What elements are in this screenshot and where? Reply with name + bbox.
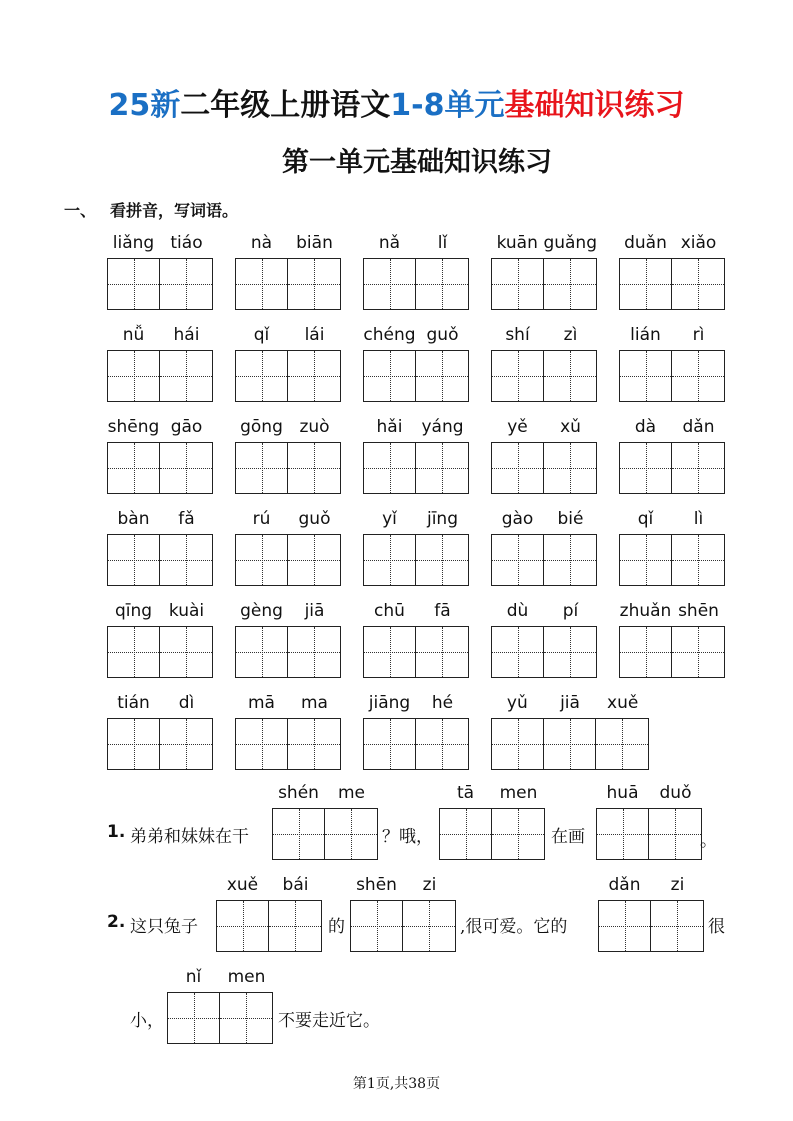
pinyin-label — [619, 325, 725, 347]
pinyin-label — [491, 417, 597, 439]
writing-cell[interactable] — [108, 719, 160, 769]
pinyin-word-box[interactable] — [235, 233, 341, 310]
pinyin-label — [235, 509, 341, 531]
writing-cell[interactable] — [351, 901, 403, 951]
pinyin-label — [619, 233, 725, 255]
pinyin-syllable: guǒ — [426, 325, 459, 345]
pinyin-syllable: jiā — [304, 601, 325, 621]
sentence-1-text-b: ？哦， — [382, 827, 433, 847]
pinyin-syllable: dì — [178, 693, 195, 713]
pinyin-word-box[interactable] — [619, 325, 725, 402]
pinyin-word-box[interactable] — [235, 325, 341, 402]
writing-cell[interactable] — [160, 351, 212, 401]
pinyin-label — [363, 693, 469, 715]
pinyin-word-box[interactable] — [107, 601, 213, 678]
sentence-1-number: 1. — [107, 822, 126, 842]
page-indicator: 第1页,共38页 — [352, 1076, 441, 1092]
pinyin-syllable: tiáo — [170, 233, 203, 253]
pinyin-label — [235, 693, 341, 715]
pinyin-word-box[interactable] — [491, 233, 597, 310]
writing-cell[interactable] — [160, 627, 212, 677]
pinyin-syllable: chéng — [363, 325, 416, 345]
pinyin-label: shén me — [278, 783, 366, 803]
pinyin-syllable: gōng — [240, 417, 283, 437]
pinyin-label: shēn zi — [356, 875, 437, 895]
writing-cell[interactable] — [651, 901, 703, 951]
writing-cell[interactable] — [217, 901, 269, 951]
pinyin-syllable: tián — [117, 693, 150, 713]
unit-subtitle: 第一单元基础知识练习 — [282, 147, 552, 178]
writing-cell[interactable] — [672, 535, 724, 585]
writing-cell[interactable] — [108, 535, 160, 585]
writing-cell[interactable] — [672, 443, 724, 493]
pinyin-syllable: nǎ — [378, 233, 401, 253]
document-title — [0, 80, 793, 124]
pinyin-syllable: xuě — [607, 693, 639, 713]
writing-cell[interactable] — [672, 351, 724, 401]
pinyin-syllable: dǎn — [682, 417, 715, 437]
writing-cell[interactable] — [236, 535, 288, 585]
pinyin-syllable: yǔ — [506, 693, 528, 713]
sentence-2-blank-2[interactable] — [350, 875, 456, 952]
writing-cell[interactable] — [236, 351, 288, 401]
writing-cell[interactable] — [288, 535, 340, 585]
pinyin-syllable: qǐ — [637, 509, 654, 529]
pinyin-syllable: jiā — [560, 693, 580, 713]
pinyin-syllable: kuān — [496, 233, 538, 253]
writing-cell[interactable] — [325, 809, 377, 859]
pinyin-syllable: nǚ — [122, 325, 145, 345]
pinyin-syllable: fā — [434, 601, 451, 621]
pinyin-syllable: fǎ — [178, 509, 195, 529]
writing-cell[interactable] — [416, 719, 468, 769]
writing-cell[interactable] — [288, 719, 340, 769]
pinyin-word-box[interactable] — [363, 509, 469, 586]
pinyin-label: tā men — [456, 783, 538, 803]
pinyin-label — [619, 601, 725, 623]
pinyin-syllable: qīng — [114, 601, 153, 621]
writing-cell[interactable] — [620, 259, 672, 309]
writing-cell[interactable] — [597, 809, 649, 859]
pinyin-label: xuě bái — [226, 875, 309, 895]
pinyin-syllable: yǐ — [382, 509, 397, 529]
pinyin-syllable: bié — [557, 509, 584, 529]
writing-cell[interactable] — [364, 443, 416, 493]
pinyin-syllable: lì — [693, 509, 704, 529]
pinyin-word-box[interactable] — [235, 693, 341, 770]
pinyin-syllable: rì — [692, 325, 705, 345]
pinyin-label — [491, 233, 597, 255]
pinyin-syllable: yě — [507, 417, 528, 437]
pinyin-label — [491, 325, 597, 347]
writing-cell[interactable] — [160, 535, 212, 585]
writing-cell[interactable] — [364, 719, 416, 769]
pinyin-syllable: hǎi — [376, 417, 403, 437]
writing-cell[interactable] — [620, 351, 672, 401]
writing-cell[interactable] — [599, 901, 651, 951]
pinyin-syllable: pí — [562, 601, 579, 621]
title-part-grade: 二年级上册语文 — [180, 88, 391, 123]
pinyin-word-box[interactable] — [491, 693, 649, 770]
pinyin-label — [363, 325, 469, 347]
writing-cell[interactable] — [236, 259, 288, 309]
writing-cell[interactable] — [160, 259, 212, 309]
writing-cell[interactable] — [288, 259, 340, 309]
pinyin-syllable: hái — [173, 325, 200, 345]
writing-cell[interactable] — [364, 535, 416, 585]
writing-cell[interactable] — [364, 627, 416, 677]
pinyin-label: huā duǒ — [606, 783, 692, 803]
pinyin-word-box[interactable] — [363, 417, 469, 494]
pinyin-word-box[interactable] — [235, 417, 341, 494]
pinyin-syllable: duǎn — [624, 233, 667, 253]
sentence-1-blank-1[interactable] — [272, 783, 378, 860]
writing-cell[interactable] — [596, 719, 648, 769]
writing-cell[interactable] — [160, 443, 212, 493]
writing-cell[interactable] — [273, 809, 325, 859]
pinyin-syllable: nà — [250, 233, 273, 253]
pinyin-syllable: liǎng — [112, 233, 155, 253]
writing-cell[interactable] — [672, 627, 724, 677]
pinyin-word-box[interactable] — [491, 601, 597, 678]
writing-cell[interactable] — [168, 993, 220, 1043]
pinyin-word-box[interactable] — [619, 417, 725, 494]
sentence-1-blank-3[interactable] — [596, 783, 702, 860]
writing-cell[interactable] — [544, 443, 596, 493]
writing-cell[interactable] — [492, 719, 544, 769]
writing-cell[interactable] — [364, 351, 416, 401]
pinyin-syllable: xiǎo — [680, 233, 717, 253]
pinyin-word-box[interactable] — [619, 601, 725, 678]
sentence-2-text-c: ,很可爱。它的 — [460, 917, 568, 937]
writing-cell[interactable] — [492, 809, 544, 859]
writing-cell[interactable] — [220, 993, 272, 1043]
sentence-2-text-b: 的 — [328, 917, 345, 937]
pinyin-syllable: zuò — [299, 417, 330, 437]
pinyin-label — [107, 233, 213, 255]
pinyin-syllable: yáng — [421, 417, 464, 437]
pinyin-label — [107, 325, 213, 347]
pinyin-label — [107, 693, 213, 715]
pinyin-syllable: gāo — [170, 417, 203, 437]
sentence-2-text-a: 这只兔子 — [130, 917, 198, 937]
pinyin-syllable: guǎng — [543, 233, 597, 253]
pinyin-word-box[interactable] — [107, 693, 213, 770]
pinyin-syllable: jiāng — [368, 693, 411, 713]
pinyin-label — [363, 601, 469, 623]
pinyin-word-box[interactable] — [107, 325, 213, 402]
writing-cell[interactable] — [492, 627, 544, 677]
writing-cell[interactable] — [364, 259, 416, 309]
writing-cell[interactable] — [620, 535, 672, 585]
writing-cell[interactable] — [269, 901, 321, 951]
writing-cell[interactable] — [649, 809, 701, 859]
writing-cell[interactable] — [440, 809, 492, 859]
writing-cell[interactable] — [108, 627, 160, 677]
pinyin-label — [491, 601, 597, 623]
pinyin-label — [619, 509, 725, 531]
writing-cell[interactable] — [492, 443, 544, 493]
pinyin-syllable: jīng — [426, 509, 458, 529]
sentence-2-number: 2. — [107, 912, 126, 932]
pinyin-syllable: hé — [431, 693, 454, 713]
writing-cell[interactable] — [544, 351, 596, 401]
writing-cell[interactable] — [620, 627, 672, 677]
sentence-2-blank-1[interactable] — [216, 875, 322, 952]
sentence-1-text-d: 。 — [700, 831, 717, 851]
pinyin-syllable: zhuǎn — [619, 601, 672, 621]
writing-cell[interactable] — [544, 535, 596, 585]
sentence-2-text-e: 小， — [130, 1011, 164, 1031]
writing-cell[interactable] — [492, 259, 544, 309]
writing-cell[interactable] — [288, 351, 340, 401]
sentence-2-blank-4[interactable] — [167, 967, 273, 1044]
pinyin-word-box[interactable] — [235, 509, 341, 586]
pinyin-word-box[interactable] — [491, 417, 597, 494]
writing-cell[interactable] — [544, 259, 596, 309]
pinyin-syllable: gào — [501, 509, 534, 529]
pinyin-word-box[interactable] — [619, 509, 725, 586]
sentence-2-text-f: 不要走近它。 — [278, 1011, 380, 1031]
pinyin-label — [363, 417, 469, 439]
sentence-1-text-c: 在画 — [551, 827, 585, 847]
pinyin-syllable: dà — [634, 417, 657, 437]
pinyin-label — [363, 509, 469, 531]
sentence-1-text-a: 弟弟和妹妹在干 — [130, 827, 249, 847]
pinyin-word-box[interactable] — [491, 509, 597, 586]
pinyin-label — [235, 601, 341, 623]
section-number: 一、 — [64, 201, 97, 220]
pinyin-syllable: shí — [505, 325, 530, 345]
writing-cell[interactable] — [492, 535, 544, 585]
pinyin-word-box[interactable] — [363, 233, 469, 310]
writing-cell[interactable] — [416, 627, 468, 677]
title-part-topic: 基础知识练习 — [504, 88, 685, 123]
pinyin-syllable: dù — [506, 601, 529, 621]
pinyin-label: dǎn zi — [608, 875, 685, 895]
pinyin-syllable: bàn — [117, 509, 150, 529]
pinyin-word-box[interactable] — [491, 325, 597, 402]
writing-cell[interactable] — [288, 627, 340, 677]
pinyin-label — [235, 417, 341, 439]
writing-cell[interactable] — [416, 259, 468, 309]
pinyin-syllable: gèng — [240, 601, 283, 621]
pinyin-label — [235, 325, 341, 347]
section-instruction: 看拼音，写词语。 — [110, 201, 239, 220]
pinyin-word-box[interactable] — [107, 233, 213, 310]
pinyin-syllable: lái — [304, 325, 325, 345]
writing-cell[interactable] — [544, 627, 596, 677]
writing-cell[interactable] — [620, 443, 672, 493]
writing-cell[interactable] — [416, 351, 468, 401]
pinyin-word-box[interactable] — [619, 233, 725, 310]
writing-cell[interactable] — [416, 443, 468, 493]
pinyin-label — [107, 601, 213, 623]
pinyin-syllable: lián — [630, 325, 661, 345]
pinyin-word-box[interactable] — [235, 601, 341, 678]
writing-cell[interactable] — [160, 719, 212, 769]
pinyin-syllable: xǔ — [560, 417, 581, 437]
pinyin-label — [491, 693, 649, 715]
pinyin-syllable: shēn — [678, 601, 719, 621]
pinyin-syllable: mā — [248, 693, 275, 713]
pinyin-label — [491, 509, 597, 531]
writing-cell[interactable] — [672, 259, 724, 309]
pinyin-word-box[interactable] — [107, 417, 213, 494]
title-part-year: 25新 — [108, 88, 181, 123]
writing-cell[interactable] — [236, 719, 288, 769]
pinyin-syllable: zì — [563, 325, 578, 345]
writing-cell[interactable] — [288, 443, 340, 493]
writing-cell[interactable] — [492, 351, 544, 401]
section-heading — [64, 198, 238, 221]
sentence-2-text-d: 很 — [708, 917, 725, 937]
pinyin-label — [363, 233, 469, 255]
pinyin-syllable: shēng — [107, 417, 160, 437]
writing-cell[interactable] — [108, 443, 160, 493]
pinyin-syllable: rú — [252, 509, 271, 529]
pinyin-label — [619, 417, 725, 439]
title-part-units: 1-8单元 — [390, 88, 505, 123]
pinyin-label — [107, 417, 213, 439]
writing-cell[interactable] — [108, 259, 160, 309]
writing-cell[interactable] — [108, 351, 160, 401]
pinyin-label: nǐ men — [185, 967, 266, 987]
sentence-1-blank-2[interactable] — [439, 783, 545, 860]
writing-cell[interactable] — [403, 901, 455, 951]
pinyin-syllable: chū — [374, 601, 405, 621]
pinyin-word-box[interactable] — [363, 325, 469, 402]
writing-cell[interactable] — [416, 535, 468, 585]
pinyin-word-box[interactable] — [363, 601, 469, 678]
pinyin-label — [107, 509, 213, 531]
pinyin-syllable: guǒ — [298, 509, 331, 529]
pinyin-syllable: lǐ — [437, 233, 448, 253]
pinyin-word-box[interactable] — [363, 693, 469, 770]
writing-cell[interactable] — [544, 719, 596, 769]
pinyin-label — [235, 233, 341, 255]
writing-cell[interactable] — [236, 627, 288, 677]
sentence-2-blank-3[interactable] — [598, 875, 704, 952]
pinyin-syllable: biān — [296, 233, 333, 253]
pinyin-syllable: qǐ — [253, 325, 270, 345]
pinyin-syllable: kuài — [168, 601, 205, 621]
writing-cell[interactable] — [236, 443, 288, 493]
pinyin-word-box[interactable] — [107, 509, 213, 586]
pinyin-syllable: ma — [301, 693, 328, 713]
